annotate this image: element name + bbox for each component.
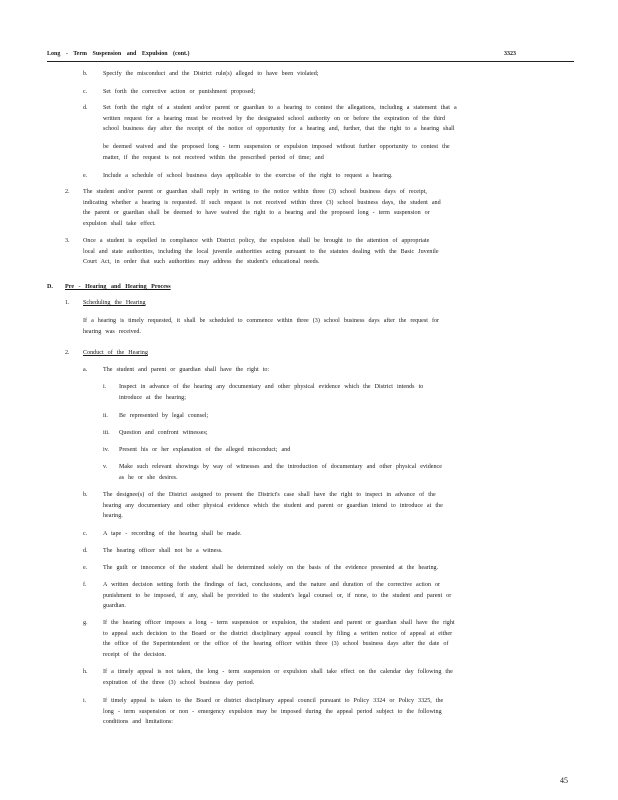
roman-item-text: Inspect in advance of the hearing any documentary and other physical evidence which the District intends to introduce at the hearing; xyxy=(119,384,424,401)
hearing-item-text: A written decision setting forth the findings of fact, conclusions, and the nature and duration of the corrective action or punishment to be imposed, if any, shall be provided to the student's legal counsel or, if none, to the student and parent or guardian. xyxy=(103,582,452,609)
item-c-text: Set forth the corrective action or punishment proposed; xyxy=(103,89,256,95)
item-3-text: Once a student is expelled in compliance with District policy, the expulsion shall be brought to the attention of appropriate local and state authorities, including the local juvenile authorities acting pursuant to the statutes dealing with the Basic Juvenile Court Act, in order that such authorities may address the student's educational needs. xyxy=(83,238,439,265)
subsection-label: 2. xyxy=(65,350,70,356)
subsection-label: 1. xyxy=(65,300,70,306)
item-label: h. xyxy=(83,669,88,675)
item-b-text: Specify the misconduct and the District rule(s) alleged to have been violated; xyxy=(103,71,319,77)
hearing-item-text: The designee(s) of the District assigned to present the District's case shall have the right to inspect in advance of the hearing any documentary and other physical evidence which the student and parent or guardian intend to introduce at the hearing. xyxy=(103,492,443,519)
scheduling-text: If a hearing is timely requested, it shall be scheduled to commence within three (3) school business days after the request for hearing was received. xyxy=(83,318,440,335)
item-label: c. xyxy=(83,531,88,537)
item-label: b. xyxy=(83,492,88,498)
roman-label: ii. xyxy=(103,413,108,419)
subsection-title: Scheduling the Hearing xyxy=(83,300,146,306)
item-label: 2. xyxy=(65,189,70,195)
item-label: e. xyxy=(83,173,88,179)
header-title: Long - Term Suspension and Expulsion (cont.) xyxy=(47,51,190,57)
roman-label: i. xyxy=(103,384,107,390)
section-label: D. xyxy=(47,284,53,290)
item-label: g. xyxy=(83,620,88,626)
item-label: e. xyxy=(83,565,88,571)
item-d-text: Set forth the right of a student and/or parent or guardian to a hearing to contest the allegations, including a statement that a written request for a hearing must be received by the designated school authority on or before the expiration of the third school business day after the receipt of the notice of opportunity for a hearing and, further, that the right to a hearing shall xyxy=(103,105,457,132)
running-header xyxy=(47,51,574,62)
item-label: d. xyxy=(83,548,88,554)
roman-item-text: Present his or her explanation of the alleged misconduct; and xyxy=(119,447,291,453)
item-label: d. xyxy=(83,105,88,111)
roman-item-text: Question and confront witnesses; xyxy=(119,430,208,436)
item-label: a. xyxy=(83,367,88,373)
roman-item-text: Be represented by legal counsel; xyxy=(119,413,209,419)
item-e-text: Include a schedule of school business days applicable to the exercise of the right to request a hearing. xyxy=(103,173,393,179)
item-label: f. xyxy=(83,582,87,588)
item-a-text: The student and parent or guardian shall have the right to: xyxy=(103,367,270,373)
header-policy-code: 3323 xyxy=(504,51,516,57)
item-label: b. xyxy=(83,71,88,77)
hearing-item-text: The guilt or innocence of the student shall be determined solely on the basis of the evidence presented at the hearing. xyxy=(103,565,439,571)
roman-item-text: Make such relevant showings by way of witnesses and the introduction of documentary and other physical evidence as he or she desires. xyxy=(119,464,442,481)
subsection-title: Conduct of the Hearing xyxy=(83,350,148,356)
hearing-item-text: A tape - recording of the hearing shall be made. xyxy=(103,531,242,537)
item-2-text: The student and/or parent or guardian shall reply in writing to the notice within three (3) school business days of receipt, indicating whether a hearing is requested. If such request is not received within three (3) school business days, the student and the parent or guardian shall be deemed to have waived the right to a hearing and the proposed long - term suspension or expulsion shall take effect. xyxy=(83,189,441,227)
roman-label: iv. xyxy=(103,447,109,453)
item-label: 3. xyxy=(65,238,70,244)
hearing-item-text: If timely appeal is taken to the Board or district disciplinary appeal council pursuant to Policy 3324 or Policy 3325, the long - term suspension or non - emergency expulsion may be imposed during the appeal period subject to the following conditions and limitations: xyxy=(103,698,444,725)
roman-label: v. xyxy=(103,464,108,470)
hearing-item-text: If the hearing officer imposes a long - term suspension or expulsion, the student and parent or guardian shall have the right to appeal such decision to the Board or the district disciplinary appeal council by filing a written notice of appeal at either the office of the Superintendent or the office of the hearing officer within three (3) school business days after the date of receipt of the decision. xyxy=(103,620,455,658)
item-label: i. xyxy=(83,698,87,704)
item-label: c. xyxy=(83,89,88,95)
section-d-heading xyxy=(47,282,171,292)
hearing-item-text: If a timely appeal is not taken, the long - term suspension or expulsion shall take effect on the calendar day following the expiration of the three (3) school business day period. xyxy=(103,669,453,686)
page-number: 45 xyxy=(560,776,568,785)
section-title: Pre - Hearing and Hearing Process xyxy=(65,284,171,290)
hearing-item-text: The hearing officer shall not be a witness. xyxy=(103,548,223,554)
item-d-text-cont: be deemed waived and the proposed long - term suspension or expulsion imposed without further opportunity to contest the matter, if the request is not received within the prescribed period of time; and xyxy=(103,144,450,161)
roman-label: iii. xyxy=(103,430,110,436)
